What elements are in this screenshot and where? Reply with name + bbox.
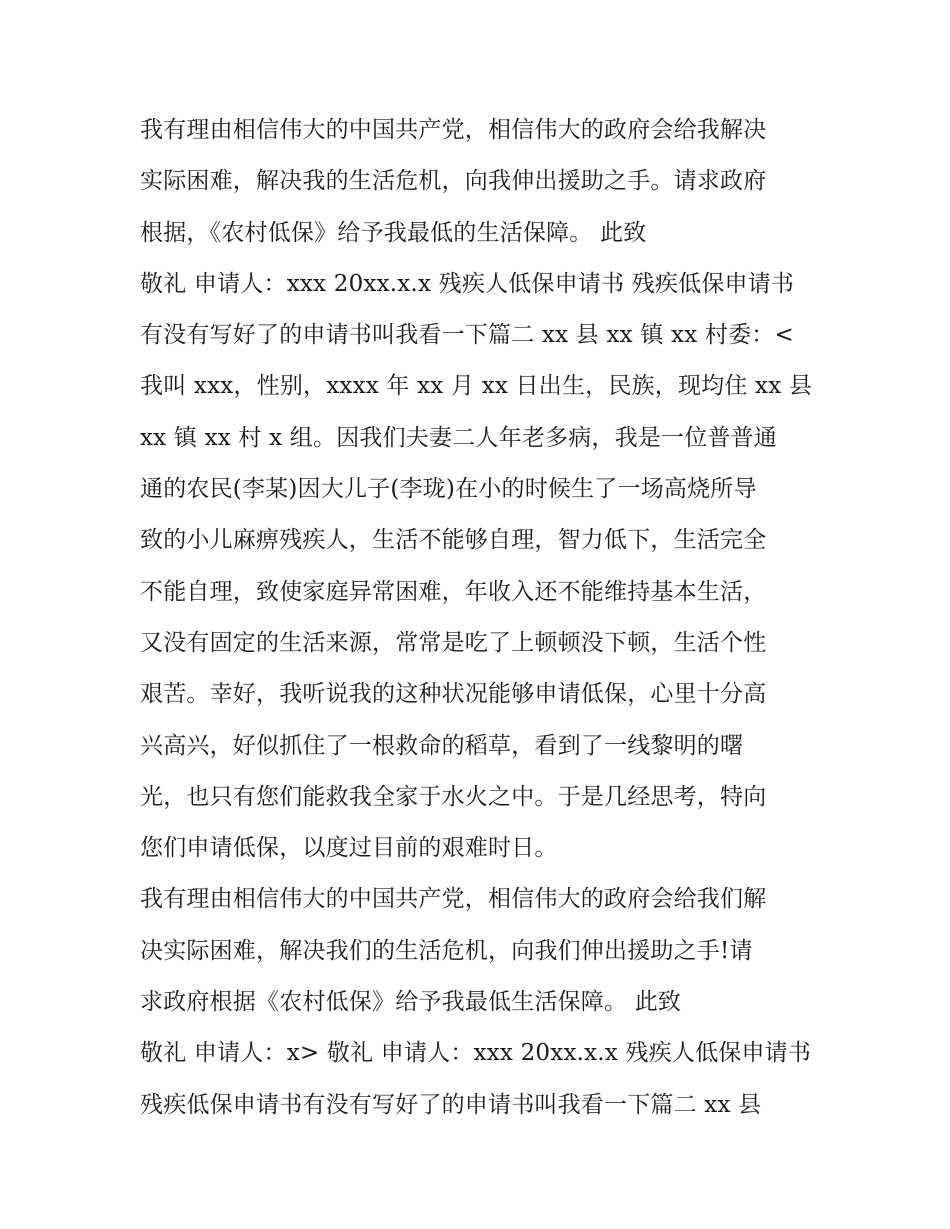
text-line-18: 求政府根据《农村低保》给予我最低生活保障。 此致: [140, 989, 682, 1016]
text-line-13: 兴高兴，好似抓住了一根救命的稻草，看到了一线黎明的曙: [140, 732, 744, 759]
text-line-12: 艰苦。幸好，我听说我的这种状况能够申请低保，心里十分高: [140, 681, 767, 708]
text-line-4: 敬礼 申请人：xxx 20xx.x.x 残疾人低保申请书 残疾低保申请书: [140, 270, 795, 297]
document-body: [140, 105, 830, 1131]
text-line-19: 敬礼 申请人：x> 敬礼 申请人：xxx 20xx.x.x 残疾人低保申请书: [140, 1040, 812, 1067]
text-line-3: 根据，《农村低保》给予我最低的生活保障。 此致: [140, 219, 647, 246]
text-line-16: 我有理由相信伟大的中国共产党，相信伟大的政府会给我们解: [140, 886, 767, 913]
text-line-5: 有没有写好了的申请书叫我看一下篇二 xx 县 xx 镇 xx 村委：<: [140, 322, 794, 349]
text-line-15: 您们申请低保，以度过目前的艰难时日。: [140, 835, 558, 862]
text-line-9: 致的小儿麻痹残疾人，生活不能够自理，智力低下，生活完全: [140, 527, 767, 554]
text-line-2: 实际困难，解决我的生活危机，向我伸出援助之手。请求政府: [140, 168, 767, 195]
text-line-17: 决实际困难，解决我们的生活危机，向我们伸出援助之手!请: [140, 937, 753, 964]
text-line-6: 我叫 xxx，性别，xxxx 年 xx 月 xx 日出生，民族，现均住 xx 县: [140, 373, 813, 400]
text-line-20: 残疾低保申请书有没有写好了的申请书叫我看一下篇二 xx 县: [140, 1091, 762, 1118]
text-line-11: 又没有固定的生活来源，常常是吃了上顿顿没下顿，生活个性: [140, 629, 767, 656]
text-line-10: 不能自理，致使家庭异常困难，年收入还不能维持基本生活，: [140, 578, 767, 605]
text-line-1: 我有理由相信伟大的中国共产党，相信伟大的政府会给我解决: [140, 117, 767, 143]
text-line-8: 通的农民(李某)因大儿子(李珑)在小的时候生了一场高烧所导: [140, 476, 757, 503]
text-line-14: 光，也只有您们能救我全家于水火之中。于是几经思考，特向: [140, 783, 767, 810]
text-line-7: xx 镇 xx 村 x 组。因我们夫妻二人年老多病，我是一位普普通: [140, 424, 778, 451]
